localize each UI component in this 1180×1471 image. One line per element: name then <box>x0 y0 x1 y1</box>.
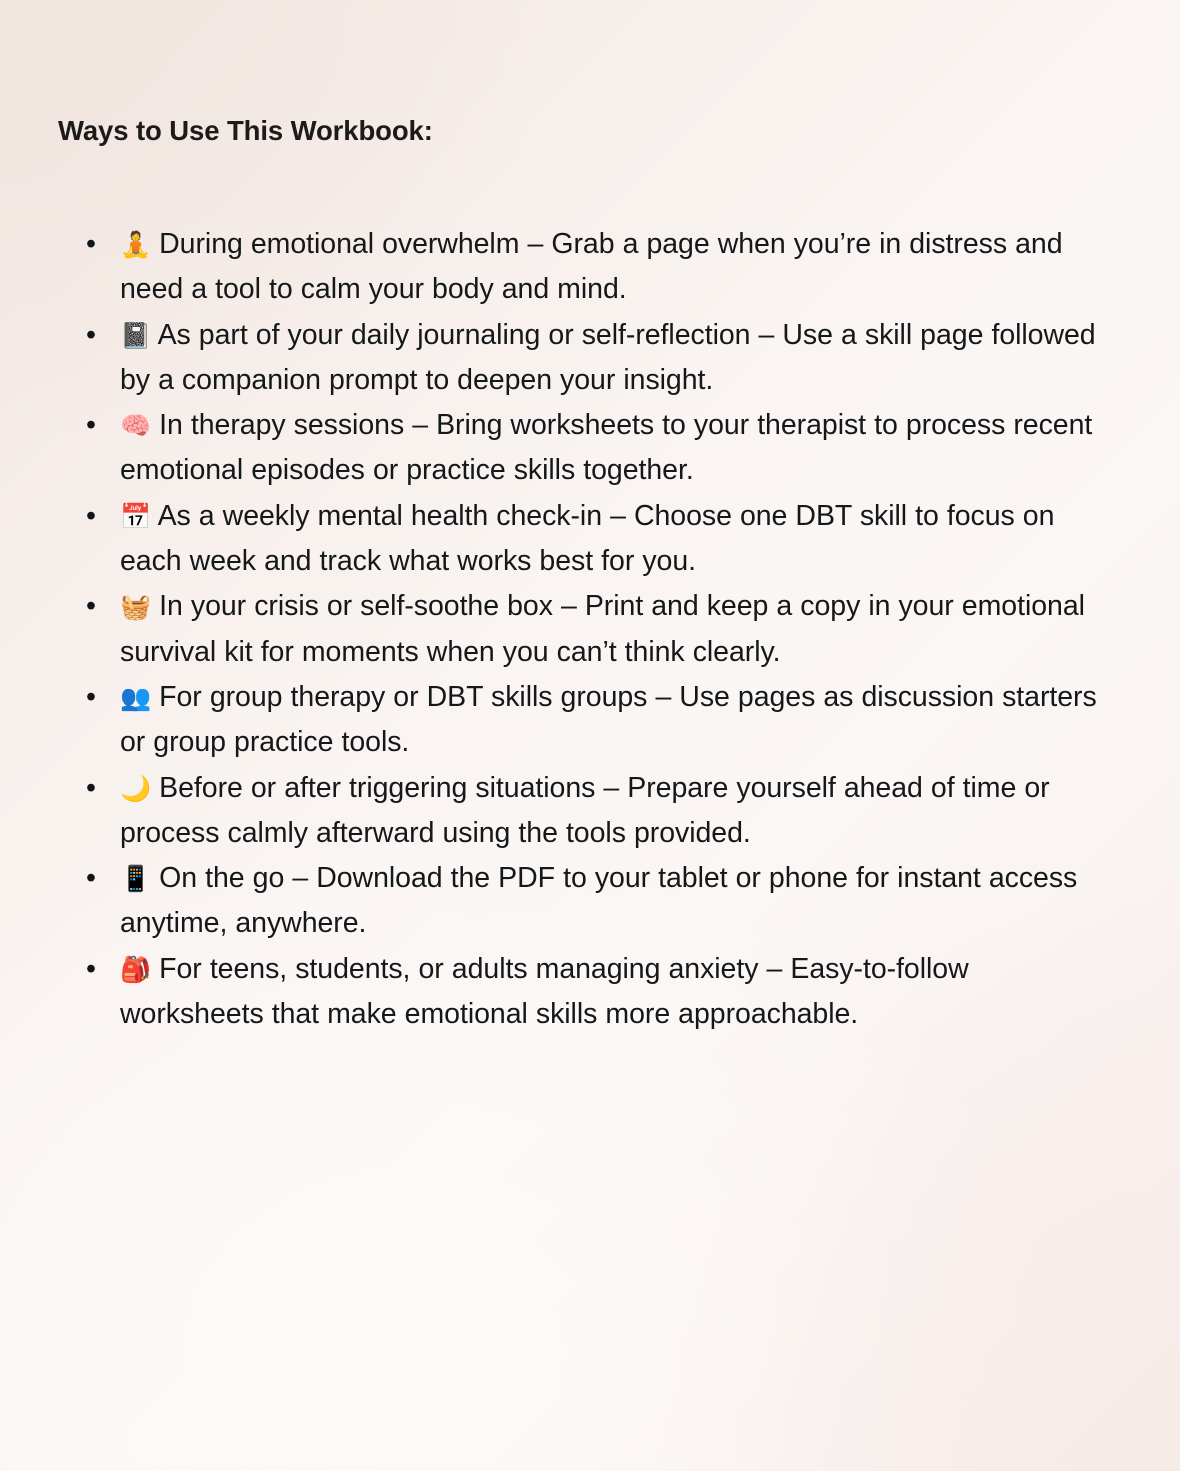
list-item-text: As part of your daily journaling or self-reflection – Use a skill page followed by a companion prompt to deepen your insight. <box>120 318 1104 396</box>
brain-emoji: 🧠 <box>120 411 152 441</box>
busts-in-silhouette-emoji: 👥 <box>120 682 152 712</box>
bullet-marker: • <box>86 771 96 804</box>
usage-list <box>58 222 1118 1037</box>
mobile-phone-emoji: 📱 <box>120 864 152 894</box>
bullet-marker: • <box>86 318 96 351</box>
list-item <box>58 494 1118 585</box>
list-item <box>58 222 1118 313</box>
bullet-marker: • <box>86 499 96 532</box>
list-item-text: For group therapy or DBT skills groups – Use pages as discussion starters or group practice tools. <box>120 680 1105 759</box>
backpack-emoji: 🎒 <box>120 954 152 984</box>
person-in-lotus-position-emoji: 🧘 <box>120 230 152 259</box>
list-item-text: For teens, students, or adults managing anxiety – Easy-to-follow worksheets that make emotional skills more approachable. <box>120 952 977 1031</box>
list-item <box>58 766 1118 857</box>
bullet-marker: • <box>86 590 96 623</box>
list-item-text: On the go – Download the PDF to your tablet or phone for instant access anytime, anywhere. <box>120 862 1086 940</box>
list-item <box>58 947 1118 1038</box>
list-item-text: In therapy sessions – Bring worksheets to your therapist to process recent emotional episodes or practice skills together. <box>120 409 1101 487</box>
crescent-moon-emoji: 🌙 <box>120 773 152 803</box>
list-item <box>58 584 1118 675</box>
basket-emoji: 🧺 <box>120 592 152 622</box>
list-item-text: In your crisis or self-soothe box – Print and keep a copy in your emotional survival kit for moments when you can’t think clearly. <box>120 590 1093 668</box>
bullet-marker: • <box>86 228 96 260</box>
calendar-emoji: 📅 <box>120 501 152 531</box>
list-item <box>58 403 1118 494</box>
list-item-text: During emotional overwhelm – Grab a page when you’re in distress and need a tool to calm your body and mind. <box>120 228 1071 306</box>
list-item <box>58 675 1118 766</box>
bullet-marker: • <box>86 680 96 713</box>
list-item-text: Before or after triggering situations – Prepare yourself ahead of time or process calmly afterward using the tools provided. <box>120 771 1058 849</box>
notebook-emoji: 📓 <box>120 320 152 350</box>
bullet-marker: • <box>86 952 96 985</box>
bullet-marker: • <box>86 409 96 442</box>
list-item-text: As a weekly mental health check-in – Choose one DBT skill to focus on each week and track what works best for you. <box>120 499 1063 578</box>
bullet-marker: • <box>86 862 96 895</box>
page-title: Ways to Use This Workbook: <box>58 115 433 147</box>
list-item <box>58 313 1118 404</box>
list-item <box>58 856 1118 947</box>
